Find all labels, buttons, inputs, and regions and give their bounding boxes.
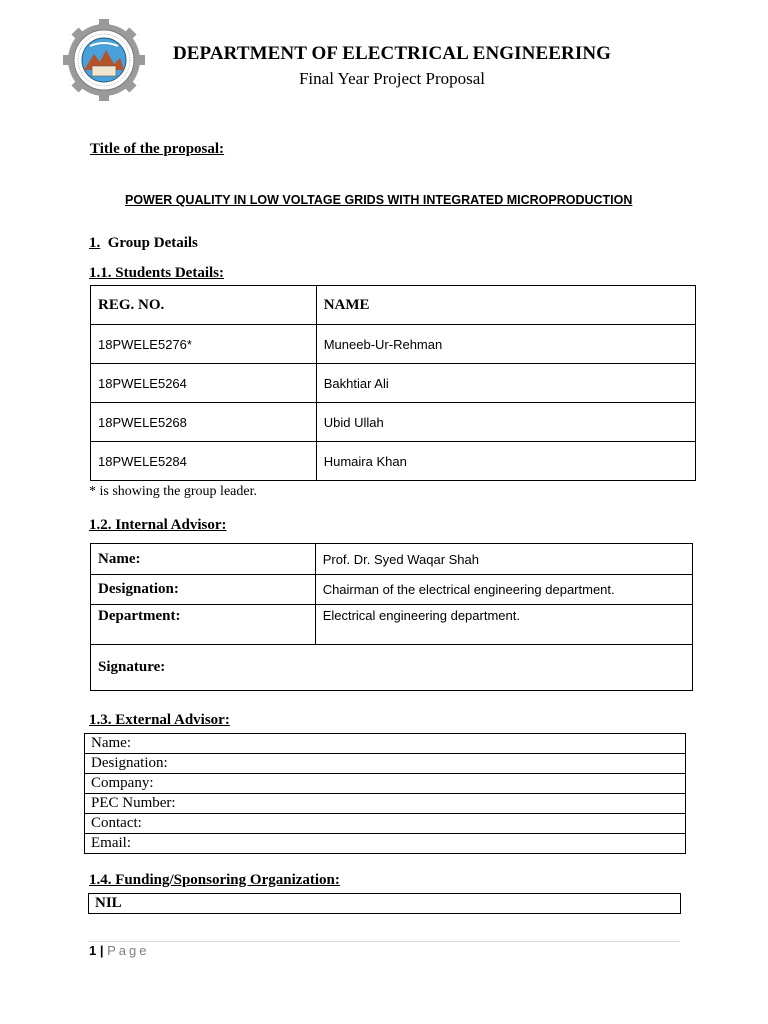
field-label: Designation: [85,754,686,774]
signature-field [315,645,692,691]
table-header-row [91,286,696,325]
footer-separator: | [99,943,104,958]
table-row [91,575,693,605]
name-cell: Ubid Ullah [316,403,695,442]
proposal-title: POWER QUALITY IN LOW VOLTAGE GRIDS WITH INTEGRATED MICROPRODUCTION [125,193,633,207]
internal-advisor-heading: 1.2. Internal Advisor: [89,517,227,533]
external-advisor-heading: 1.3. External Advisor: [89,712,230,728]
table-row [85,834,686,854]
table-row [91,325,696,364]
field-value: Chairman of the electrical engineering department. [315,575,692,605]
name-cell: Muneeb-Ur-Rehman [316,325,695,364]
table-row [85,734,686,754]
external-advisor-table [84,733,686,854]
field-label: Signature: [91,645,316,691]
section-number: 1. [89,235,101,251]
table-row [85,754,686,774]
table-row [85,774,686,794]
students-heading: 1.1. Students Details: [89,265,225,281]
internal-advisor-table [90,543,693,691]
table-row [91,364,696,403]
page-label: Page [107,943,150,958]
table-row [91,442,696,481]
column-header-name: NAME [316,286,695,325]
section-group-details [89,235,198,252]
students-table [90,285,696,481]
department-title: DEPARTMENT OF ELECTRICAL ENGINEERING [172,43,612,64]
page-number: 1 [89,943,97,958]
document-subtitle: Final Year Project Proposal [298,69,486,88]
name-cell: Humaira Khan [316,442,695,481]
table-row [91,605,693,645]
field-label: Company: [85,774,686,794]
table-row [91,544,693,575]
table-row [85,794,686,814]
name-cell: Bakhtiar Ali [316,364,695,403]
proposal-title-label: Title of the proposal: [90,141,225,157]
field-label: Name: [91,544,316,575]
column-header-reg-no: REG. NO. [91,286,317,325]
field-value: Electrical engineering department. [315,605,692,645]
page-footer [89,943,150,958]
table-row [91,403,696,442]
field-label: Email: [85,834,686,854]
field-label: Department: [91,605,316,645]
table-row [89,894,681,914]
reg-no-cell: 18PWELE5276* [91,325,317,364]
funding-value: NIL [89,894,681,914]
field-value: Prof. Dr. Syed Waqar Shah [315,544,692,575]
footer-divider [88,941,680,942]
reg-no-cell: 18PWELE5268 [91,403,317,442]
funding-heading: 1.4. Funding/Sponsoring Organization: [89,872,340,888]
field-label: Designation: [91,575,316,605]
reg-no-cell: 18PWELE5264 [91,364,317,403]
field-label: PEC Number: [85,794,686,814]
field-label: Name: [85,734,686,754]
reg-no-cell: 18PWELE5284 [91,442,317,481]
field-label: Contact: [85,814,686,834]
funding-table [88,893,681,914]
group-leader-note: * is showing the group leader. [89,484,257,499]
section-heading: Group Details [107,235,198,251]
table-row [85,814,686,834]
table-row [91,645,693,691]
